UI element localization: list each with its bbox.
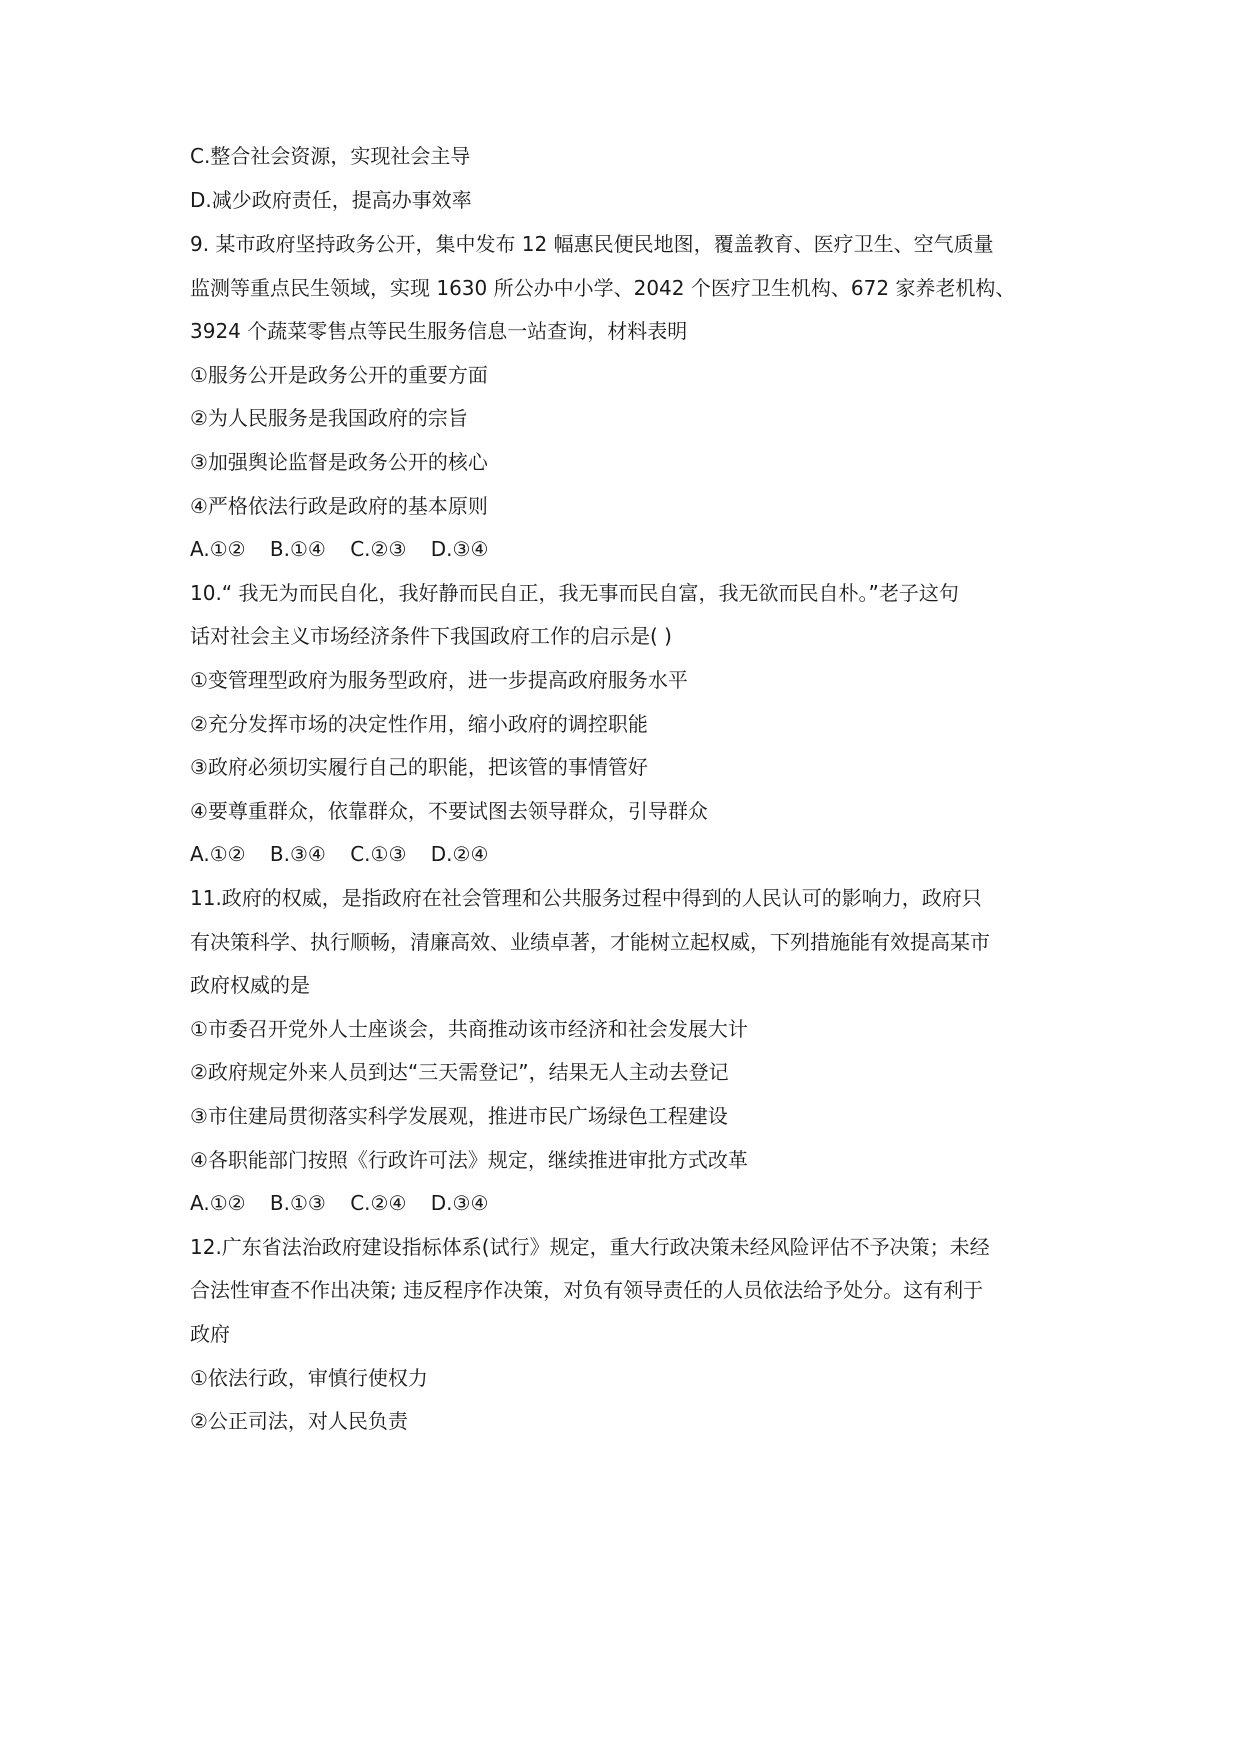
q11-item-3: ③市住建局贯彻落实科学发展观，推进市民广场绿色工程建设: [190, 1104, 728, 1128]
q9-item-1: ①服务公开是政务公开的重要方面: [190, 363, 488, 387]
option-d-q8: D.减少政府责任，提高办事效率: [190, 188, 472, 212]
option-c-q8: C.整合社会资源，实现社会主导: [190, 144, 471, 168]
q11-stem-line-3: 政府权威的是: [190, 973, 310, 997]
q9-item-3: ③加强舆论监督是政务公开的核心: [190, 450, 488, 474]
q9-option-a: A.①②: [190, 537, 246, 561]
q9-stem-line-1: 9. 某市政府坚持政务公开，集中发布 12 幅惠民便民地图，覆盖教育、医疗卫生、空气质量: [190, 232, 994, 256]
q11-option-a: A.①②: [190, 1191, 246, 1215]
q11-item-2: ②政府规定外来人员到达“三天需登记”，结果无人主动去登记: [190, 1060, 729, 1084]
q11-option-c: C.②④: [350, 1191, 407, 1215]
q12-item-2: ②公正司法，对人民负责: [190, 1409, 408, 1433]
q11-option-d: D.③④: [430, 1191, 489, 1215]
q9-item-2: ②为人民服务是我国政府的宗旨: [190, 406, 468, 430]
q12-stem-line-3: 政府: [190, 1322, 230, 1346]
q10-stem-line-2: 话对社会主义市场经济条件下我国政府工作的启示是( ): [190, 624, 672, 648]
q9-options: [190, 535, 506, 563]
q11-item-1: ①市委召开党外人士座谈会，共商推动该市经济和社会发展大计: [190, 1017, 748, 1041]
q10-option-a: A.①②: [190, 842, 246, 866]
q10-options: [190, 840, 506, 868]
q10-option-d: D.②④: [430, 842, 489, 866]
q9-option-d: D.③④: [430, 537, 489, 561]
q11-option-b: B.①③: [269, 1191, 326, 1215]
q9-stem-line-2: 监测等重点民生领域，实现 1630 所公办中小学、2042 个医疗卫生机构、672 家养老机构、: [190, 276, 1016, 300]
q11-stem-line-1: 11.政府的权威，是指政府在社会管理和公共服务过程中得到的人民认可的影响力，政府只: [190, 886, 982, 910]
q10-item-3: ③政府必须切实履行自己的职能，把该管的事情管好: [190, 755, 648, 779]
q10-stem-line-1: 10.“ 我无为而民自化，我好静而民自正，我无事而民自富，我无欲而民自朴。”老子这句: [190, 581, 959, 605]
q10-item-2: ②充分发挥市场的决定性作用，缩小政府的调控职能: [190, 712, 648, 736]
q9-option-c: C.②③: [350, 537, 407, 561]
q12-stem-line-1: 12.广东省法治政府建设指标体系(试行》规定，重大行政决策未经风险评估不予决策；未经: [190, 1235, 990, 1259]
q9-stem-line-3: 3924 个蔬菜零售点等民生服务信息一站查询，材料表明: [190, 319, 688, 343]
q10-option-b: B.③④: [269, 842, 326, 866]
q9-item-4: ④严格依法行政是政府的基本原则: [190, 494, 488, 518]
q10-item-4: ④要尊重群众，依靠群众，不要试图去领导群众，引导群众: [190, 799, 708, 823]
q9-option-b: B.①④: [269, 537, 326, 561]
q11-stem-line-2: 有决策科学、执行顺畅，清廉高效、业绩卓著，才能树立起权威，下列措施能有效提高某市: [190, 930, 990, 954]
q12-item-1: ①依法行政，审慎行使权力: [190, 1366, 428, 1390]
q10-option-c: C.①③: [350, 842, 407, 866]
q11-item-4: ④各职能部门按照《行政许可法》规定，继续推进审批方式改革: [190, 1148, 748, 1172]
q11-options: [190, 1189, 506, 1217]
q10-item-1: ①变管理型政府为服务型政府，进一步提高政府服务水平: [190, 668, 688, 692]
q12-stem-line-2: 合法性审查不作出决策; 违反程序作决策，对负有领导责任的人员依法给予处分。这有利于: [190, 1278, 984, 1302]
